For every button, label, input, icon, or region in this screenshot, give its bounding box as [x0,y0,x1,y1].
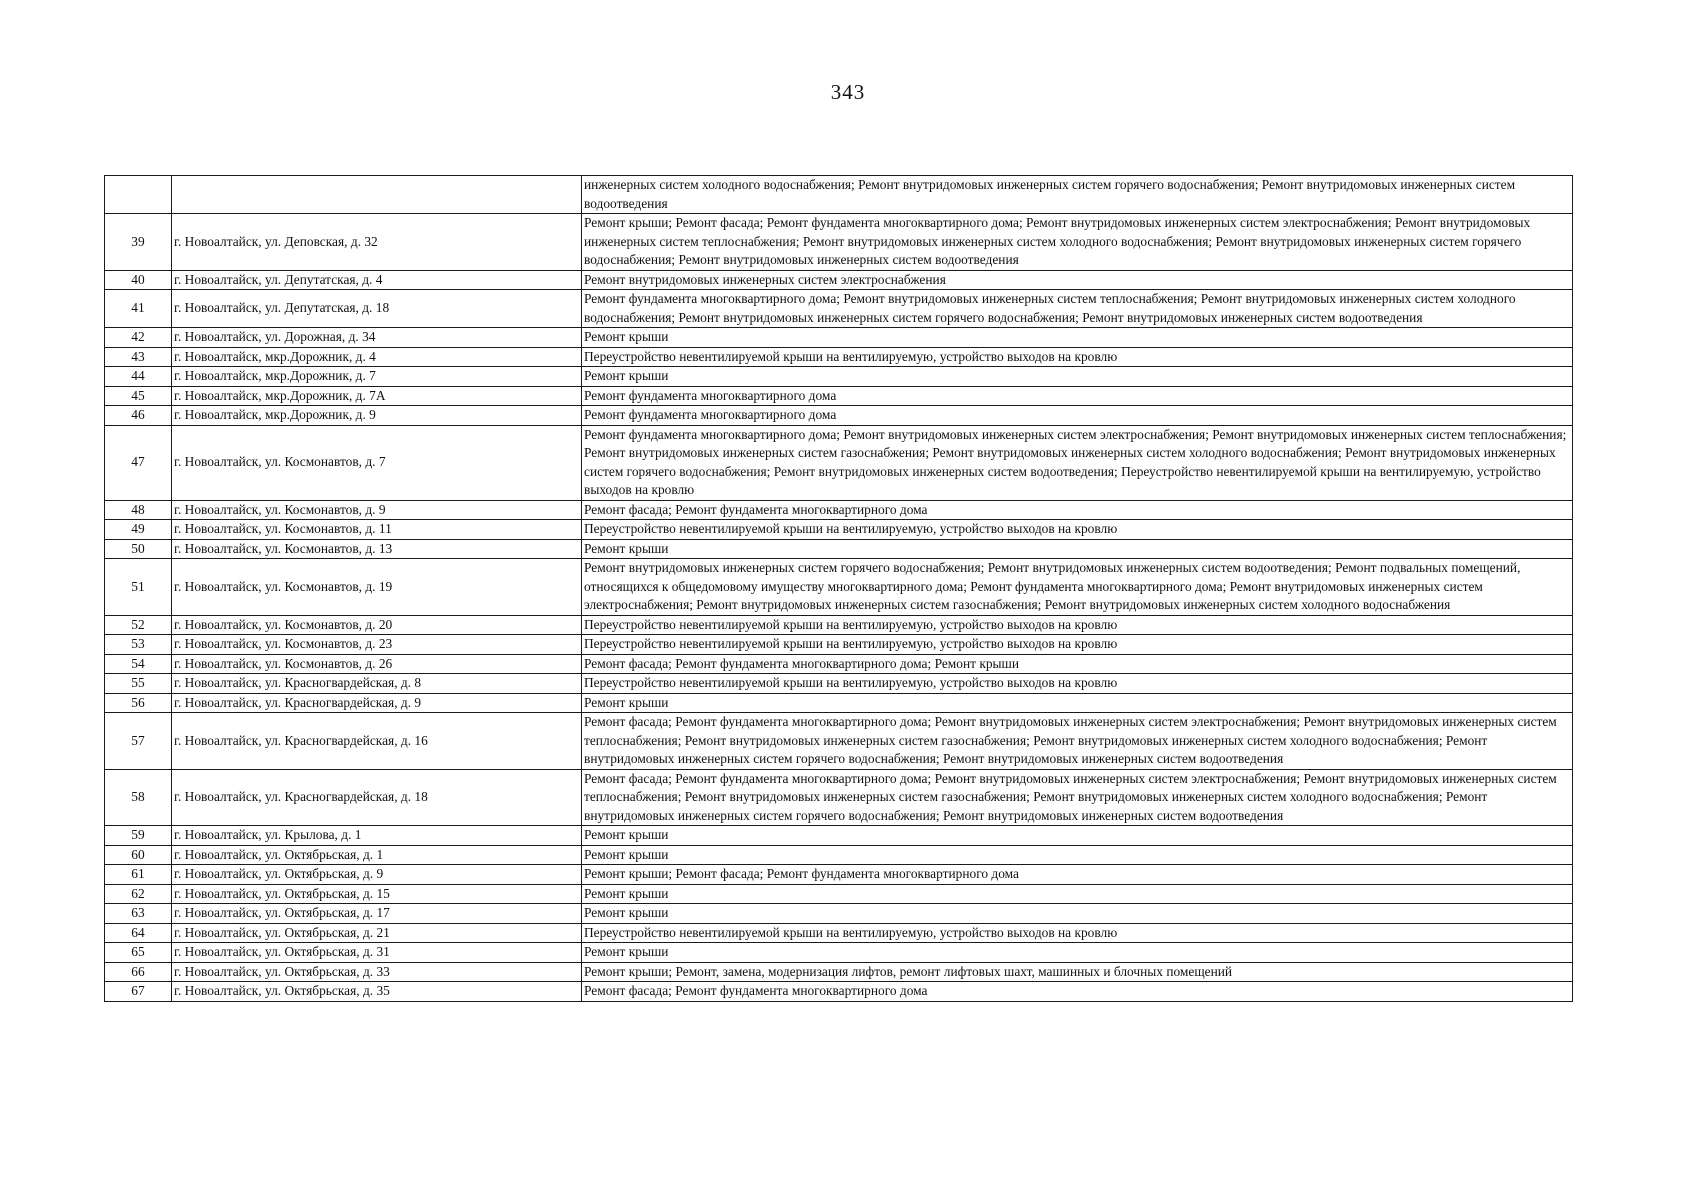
table-row [105,290,1573,328]
works-cell: Переустройство невентилируемой крыши на вентилируемую, устройство выходов на кровлю [582,615,1573,635]
table-row [105,693,1573,713]
table-row [105,559,1573,616]
address-cell: г. Новоалтайск, ул. Дорожная, д. 34 [172,328,582,348]
works-cell: Ремонт фасада; Ремонт фундамента многоквартирного дома [582,500,1573,520]
row-number-cell: 40 [105,270,172,290]
address-cell: г. Новоалтайск, ул. Октябрьская, д. 15 [172,884,582,904]
row-number-cell: 58 [105,769,172,826]
works-cell: инженерных систем холодного водоснабжения; Ремонт внутридомовых инженерных систем горячего водоснабжения; Ремонт внутридомовых инженерных систем водоотведения [582,176,1573,214]
works-cell: Ремонт фасада; Ремонт фундамента многоквартирного дома [582,982,1573,1002]
row-number-cell: 62 [105,884,172,904]
row-number-cell: 49 [105,520,172,540]
works-cell: Ремонт крыши [582,904,1573,924]
works-cell: Ремонт фасада; Ремонт фундамента многоквартирного дома; Ремонт внутридомовых инженерных систем электроснабжения; Ремонт внутридомовых инженерных систем теплоснабжения; Ремонт внутридомовых инженерных систем газоснабжения; Ремонт внутридомовых инженерных систем холодного водоснабжения; Ремонт внутридомовых инженерных систем горячего водоснабжения; Ремонт внутридомовых инженерных систем водоотведения [582,713,1573,770]
table-body [105,176,1573,1002]
table-row [105,347,1573,367]
address-cell: г. Новоалтайск, ул. Космонавтов, д. 11 [172,520,582,540]
table-row [105,520,1573,540]
works-cell: Ремонт внутридомовых инженерных систем электроснабжения [582,270,1573,290]
row-number-cell: 52 [105,615,172,635]
row-number-cell: 42 [105,328,172,348]
row-number-cell: 63 [105,904,172,924]
table-row [105,884,1573,904]
table-row [105,539,1573,559]
works-cell: Ремонт крыши [582,943,1573,963]
works-cell: Ремонт фасада; Ремонт фундамента многоквартирного дома; Ремонт внутридомовых инженерных систем электроснабжения; Ремонт внутридомовых инженерных систем теплоснабжения; Ремонт внутридомовых инженерных систем газоснабжения; Ремонт внутридомовых инженерных систем холодного водоснабжения; Ремонт внутридомовых инженерных систем горячего водоснабжения; Ремонт внутридомовых инженерных систем водоотведения [582,769,1573,826]
row-number-cell: 57 [105,713,172,770]
address-cell: г. Новоалтайск, ул. Октябрьская, д. 33 [172,962,582,982]
address-cell: г. Новоалтайск, ул. Красногвардейская, д. 16 [172,713,582,770]
table-row [105,615,1573,635]
table-row [105,674,1573,694]
works-cell: Ремонт фасада; Ремонт фундамента многоквартирного дома; Ремонт крыши [582,654,1573,674]
table-row [105,386,1573,406]
works-cell: Ремонт внутридомовых инженерных систем горячего водоснабжения; Ремонт внутридомовых инженерных систем водоотведения; Ремонт подвальных помещений, относящихся к общедомовому имуществу многоквартирного дома; Ремонт фундамента многоквартирного дома; Ремонт внутридомовых инженерных систем электроснабжения; Ремонт внутридомовых инженерных систем газоснабжения; Ремонт внутридомовых инженерных систем холодного водоснабжения [582,559,1573,616]
address-cell: г. Новоалтайск, ул. Деповская, д. 32 [172,214,582,271]
works-cell: Переустройство невентилируемой крыши на вентилируемую, устройство выходов на кровлю [582,674,1573,694]
table-row [105,845,1573,865]
works-cell: Ремонт крыши; Ремонт, замена, модернизация лифтов, ремонт лифтовых шахт, машинных и блочных помещений [582,962,1573,982]
address-cell: г. Новоалтайск, ул. Октябрьская, д. 21 [172,923,582,943]
works-cell: Ремонт крыши; Ремонт фасада; Ремонт фундамента многоквартирного дома [582,865,1573,885]
page-number: 343 [830,80,866,104]
address-cell: г. Новоалтайск, ул. Космонавтов, д. 19 [172,559,582,616]
address-cell: г. Новоалтайск, ул. Октябрьская, д. 9 [172,865,582,885]
row-number-cell: 46 [105,406,172,426]
table-row [105,635,1573,655]
address-cell [172,176,582,214]
address-cell: г. Новоалтайск, мкр.Дорожник, д. 7А [172,386,582,406]
address-cell: г. Новоалтайск, ул. Октябрьская, д. 17 [172,904,582,924]
address-cell: г. Новоалтайск, ул. Космонавтов, д. 20 [172,615,582,635]
table-row [105,328,1573,348]
works-cell: Ремонт крыши [582,693,1573,713]
table-row [105,982,1573,1002]
works-cell: Ремонт фундамента многоквартирного дома; Ремонт внутридомовых инженерных систем электроснабжения; Ремонт внутридомовых инженерных систем теплоснабжения; Ремонт внутридомовых инженерных систем газоснабжения; Ремонт внутридомовых инженерных систем холодного водоснабжения; Ремонт внутридомовых инженерных систем горячего водоснабжения; Ремонт внутридомовых инженерных систем водоотведения; Переустройство невентилируемой крыши на вентилируемую, устройство выходов на кровлю [582,425,1573,500]
repair-works-table [104,175,1573,1002]
address-cell: г. Новоалтайск, ул. Космонавтов, д. 7 [172,425,582,500]
address-cell: г. Новоалтайск, ул. Космонавтов, д. 9 [172,500,582,520]
table-row [105,500,1573,520]
table-row [105,769,1573,826]
address-cell: г. Новоалтайск, ул. Красногвардейская, д. 18 [172,769,582,826]
address-cell: г. Новоалтайск, мкр.Дорожник, д. 7 [172,367,582,387]
address-cell: г. Новоалтайск, ул. Октябрьская, д. 31 [172,943,582,963]
row-number-cell: 60 [105,845,172,865]
table-row [105,962,1573,982]
address-cell: г. Новоалтайск, мкр.Дорожник, д. 4 [172,347,582,367]
table-row [105,425,1573,500]
row-number-cell: 67 [105,982,172,1002]
row-number-cell: 64 [105,923,172,943]
table-row [105,943,1573,963]
table-row [105,270,1573,290]
works-cell: Ремонт крыши [582,845,1573,865]
address-cell: г. Новоалтайск, ул. Красногвардейская, д. 9 [172,693,582,713]
address-cell: г. Новоалтайск, ул. Депутатская, д. 4 [172,270,582,290]
row-number-cell: 54 [105,654,172,674]
works-cell: Ремонт крыши [582,884,1573,904]
table-row [105,214,1573,271]
address-cell: г. Новоалтайск, мкр.Дорожник, д. 9 [172,406,582,426]
row-number-cell: 43 [105,347,172,367]
row-number-cell: 55 [105,674,172,694]
works-cell: Ремонт крыши [582,367,1573,387]
row-number-cell: 47 [105,425,172,500]
row-number-cell: 61 [105,865,172,885]
address-cell: г. Новоалтайск, ул. Октябрьская, д. 35 [172,982,582,1002]
table-row [105,826,1573,846]
address-cell: г. Новоалтайск, ул. Октябрьская, д. 1 [172,845,582,865]
address-cell: г. Новоалтайск, ул. Космонавтов, д. 26 [172,654,582,674]
row-number-cell: 59 [105,826,172,846]
table-row [105,904,1573,924]
table-row [105,923,1573,943]
row-number-cell: 66 [105,962,172,982]
table-row [105,367,1573,387]
row-number-cell: 56 [105,693,172,713]
row-number-cell: 48 [105,500,172,520]
address-cell: г. Новоалтайск, ул. Космонавтов, д. 13 [172,539,582,559]
works-cell: Ремонт крыши [582,328,1573,348]
row-number-cell: 50 [105,539,172,559]
works-cell: Ремонт фундамента многоквартирного дома [582,386,1573,406]
works-cell: Ремонт крыши [582,826,1573,846]
row-number-cell: 39 [105,214,172,271]
works-cell: Переустройство невентилируемой крыши на вентилируемую, устройство выходов на кровлю [582,635,1573,655]
works-cell: Ремонт крыши; Ремонт фасада; Ремонт фундамента многоквартирного дома; Ремонт внутридомовых инженерных систем электроснабжения; Ремонт внутридомовых инженерных систем теплоснабжения; Ремонт внутридомовых инженерных систем холодного водоснабжения; Ремонт внутридомовых инженерных систем горячего водоснабжения; Ремонт внутридомовых инженерных систем водоотведения [582,214,1573,271]
row-number-cell: 45 [105,386,172,406]
row-number-cell: 65 [105,943,172,963]
address-cell: г. Новоалтайск, ул. Красногвардейская, д. 8 [172,674,582,694]
table-row [105,406,1573,426]
row-number-cell: 51 [105,559,172,616]
works-cell: Переустройство невентилируемой крыши на вентилируемую, устройство выходов на кровлю [582,923,1573,943]
works-cell: Переустройство невентилируемой крыши на вентилируемую, устройство выходов на кровлю [582,347,1573,367]
table-row [105,865,1573,885]
works-cell: Переустройство невентилируемой крыши на вентилируемую, устройство выходов на кровлю [582,520,1573,540]
row-number-cell: 44 [105,367,172,387]
address-cell: г. Новоалтайск, ул. Крылова, д. 1 [172,826,582,846]
table-row [105,713,1573,770]
row-number-cell [105,176,172,214]
row-number-cell: 41 [105,290,172,328]
address-cell: г. Новоалтайск, ул. Космонавтов, д. 23 [172,635,582,655]
works-cell: Ремонт фундамента многоквартирного дома; Ремонт внутридомовых инженерных систем теплоснабжения; Ремонт внутридомовых инженерных систем холодного водоснабжения; Ремонт внутридомовых инженерных систем горячего водоснабжения; Ремонт внутридомовых инженерных систем водоотведения [582,290,1573,328]
table-row [105,176,1573,214]
works-cell: Ремонт крыши [582,539,1573,559]
works-cell: Ремонт фундамента многоквартирного дома [582,406,1573,426]
address-cell: г. Новоалтайск, ул. Депутатская, д. 18 [172,290,582,328]
row-number-cell: 53 [105,635,172,655]
table-row [105,654,1573,674]
